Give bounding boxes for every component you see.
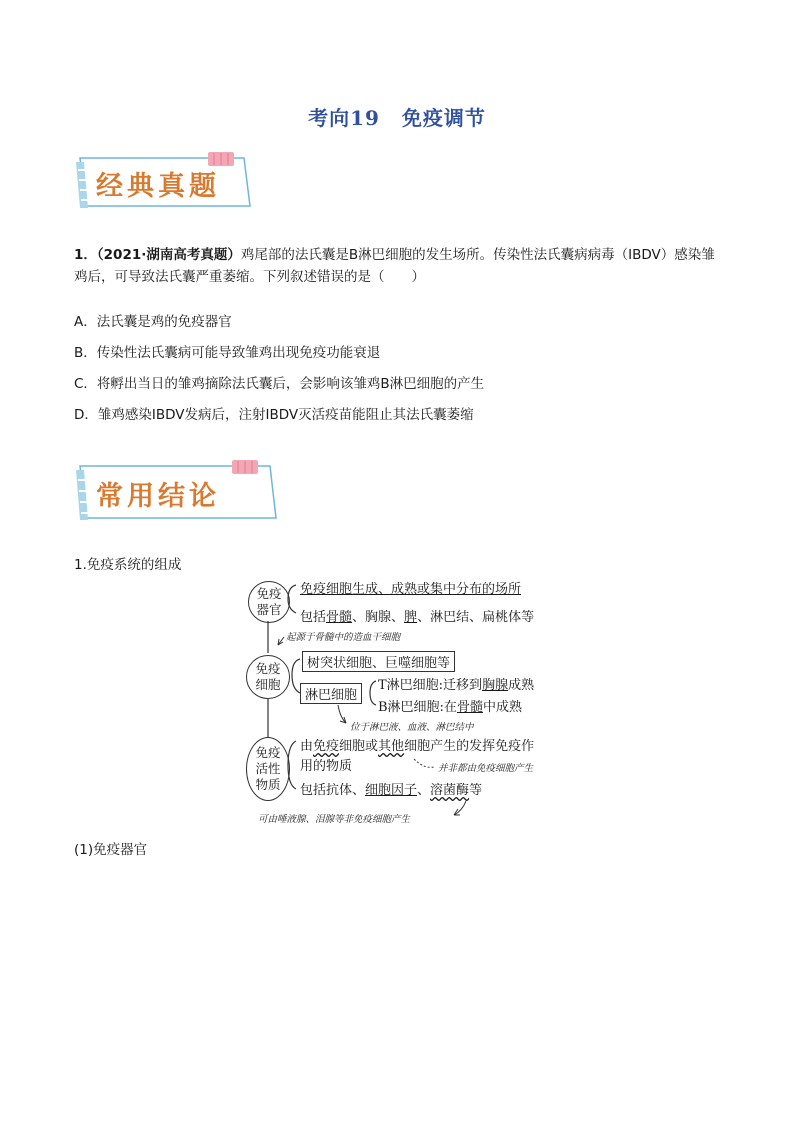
section-2-title: (1)免疫器官 (74, 842, 148, 858)
immune-system-diagram (244, 575, 554, 831)
immune-organ-node: 免疫器官 (248, 581, 290, 623)
note-not-only: 并非都由免疫细胞产生 (438, 763, 534, 774)
question-source: （2021·湖南高考真题） (96, 247, 241, 263)
banner-conclusion (74, 458, 284, 524)
question-1-stem (74, 244, 724, 288)
option-c: C．将孵出当日的雏鸡摘除法氏囊后，会影响该雏鸡B淋巴细胞的产生 (74, 376, 485, 392)
active-examples: 包括抗体、细胞因子、溶菌酶等 (300, 783, 483, 798)
active-definition-cont: 用的物质 (300, 759, 353, 774)
banner-classic (74, 150, 256, 212)
title-topic: 免疫调节 (401, 106, 486, 130)
immune-cell-node: 免疫细胞 (246, 655, 290, 699)
banner-conclusion-label: 常用结论 (96, 481, 220, 512)
option-b: B．传染性法氏囊病可能导致雏鸡出现免疫功能衰退 (74, 345, 381, 361)
t-cell-line: T淋巴细胞:迁移到胸腺成熟 (378, 678, 535, 693)
question-text: 鸡尾部的法氏囊是B淋巴细胞的发生场所。传染性法氏囊病病毒（IBDV）感染雏鸡后，可导致法氏囊严重萎缩。下列叙述错误的是（ ） (74, 247, 715, 285)
organ-examples: 包括骨髓、胸腺、脾、淋巴结、扁桃体等 (300, 610, 535, 625)
title-code: 考向19 (308, 106, 380, 130)
lymphocyte-box: 淋巴细胞 (300, 683, 362, 704)
option-d: D．雏鸡感染IBDV发病后，注射IBDV灭活疫苗能阻止其法氏囊萎缩 (74, 407, 474, 423)
page-title (0, 102, 794, 131)
banner-classic-label: 经典真题 (96, 171, 220, 202)
note-glands: 可由唾液腺、泪腺等非免疫细胞产生 (258, 814, 411, 825)
note-location: 位于淋巴液、血液、淋巴结中 (350, 722, 474, 733)
question-number: 1． (74, 247, 97, 263)
note-origin: 起源于骨髓中的造血干细胞 (286, 632, 401, 643)
active-substance-node: 免疫活性物质 (246, 737, 290, 801)
section-1-title: 1.免疫系统的组成 (74, 557, 182, 573)
b-cell-line: B淋巴细胞:在骨髓中成熟 (378, 700, 522, 715)
myeloid-cells-box: 树突状细胞、巨噬细胞等 (302, 651, 455, 672)
active-definition: 由免疫细胞或其他细胞产生的发挥免疫作 (300, 739, 535, 754)
organ-definition: 免疫细胞生成、成熟或集中分布的场所 (300, 582, 522, 597)
option-a: A．法氏囊是鸡的免疫器官 (74, 314, 232, 330)
